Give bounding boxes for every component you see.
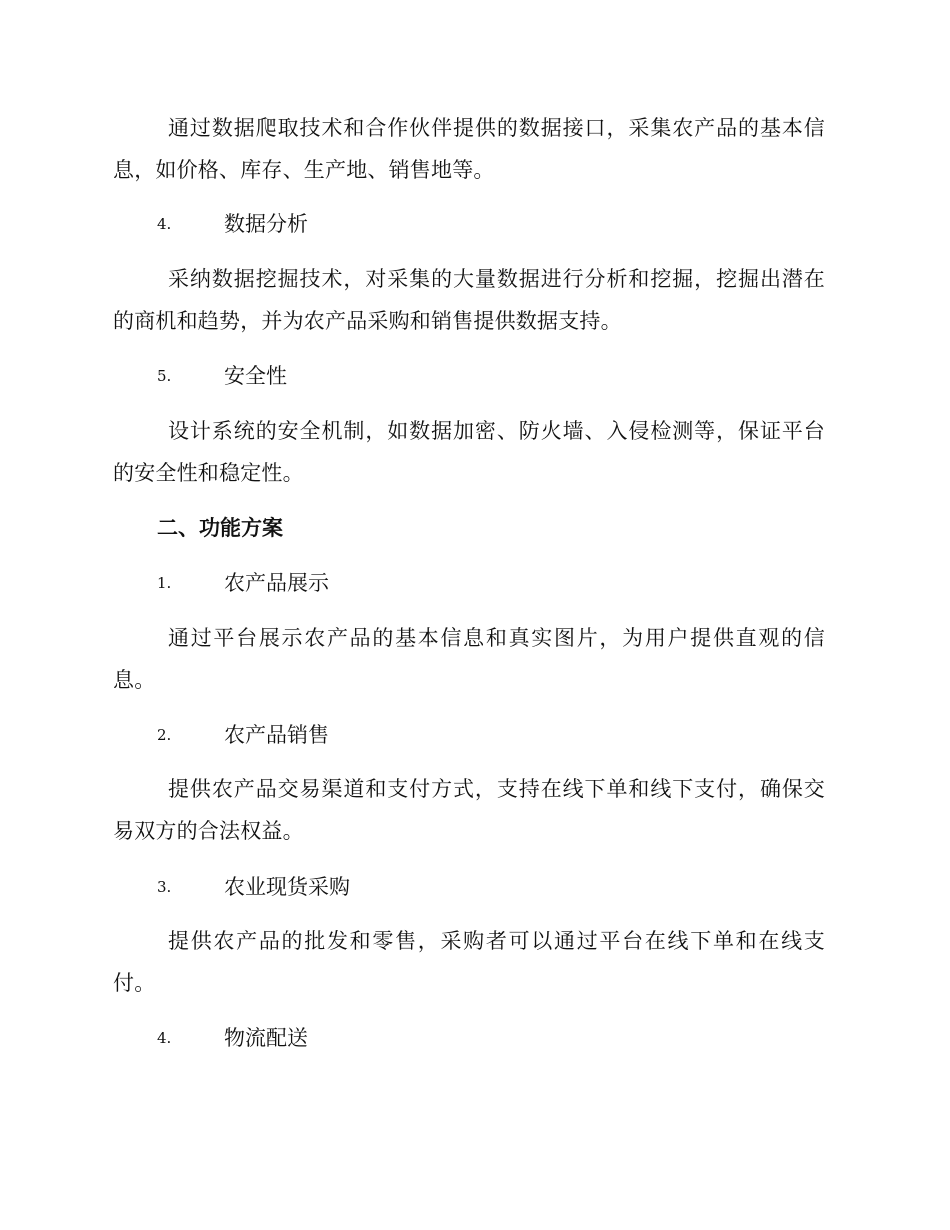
list-item-number: 3. <box>157 878 172 896</box>
list-item-security <box>157 361 287 391</box>
list-item-number: 4. <box>157 215 172 233</box>
list-item-label: 安全性 <box>224 364 287 388</box>
list-item-data-analysis <box>157 209 308 239</box>
paragraph-product-display: 通过平台展示农产品的基本信息和真实图片，为用户提供直观的信息。 <box>113 626 825 692</box>
list-item-logistics <box>157 1023 308 1053</box>
paragraph-data-collection: 通过数据爬取技术和合作伙伴提供的数据接口，采集农产品的基本信息，如价格、库存、生产地、销售地等。 <box>113 116 825 182</box>
list-item-spot-purchase <box>157 872 350 902</box>
list-item-number: 2. <box>157 726 172 744</box>
list-item-product-display <box>157 568 329 598</box>
list-item-number: 4. <box>157 1029 172 1047</box>
paragraph-security: 设计系统的安全机制，如数据加密、防火墙、入侵检测等，保证平台的安全性和稳定性。 <box>113 419 825 485</box>
paragraph-data-analysis: 采纳数据挖掘技术，对采集的大量数据进行分析和挖掘，挖掘出潜在的商机和趋势，并为农产品采购和销售提供数据支持。 <box>113 267 825 333</box>
paragraph-product-sales: 提供农产品交易渠道和支付方式，支持在线下单和线下支付，确保交易双方的合法权益。 <box>113 777 825 843</box>
list-item-product-sales <box>157 720 329 750</box>
list-item-label: 农业现货采购 <box>224 875 350 899</box>
list-item-label: 农产品展示 <box>224 571 329 595</box>
list-item-number: 5. <box>157 367 172 385</box>
list-item-number: 1. <box>157 574 172 592</box>
section-heading: 二、功能方案 <box>157 515 283 540</box>
list-item-label: 物流配送 <box>224 1026 308 1050</box>
paragraph-spot-purchase: 提供农产品的批发和零售，采购者可以通过平台在线下单和在线支付。 <box>113 929 825 995</box>
list-item-label: 农产品销售 <box>224 723 329 747</box>
list-item-label: 数据分析 <box>224 212 308 236</box>
